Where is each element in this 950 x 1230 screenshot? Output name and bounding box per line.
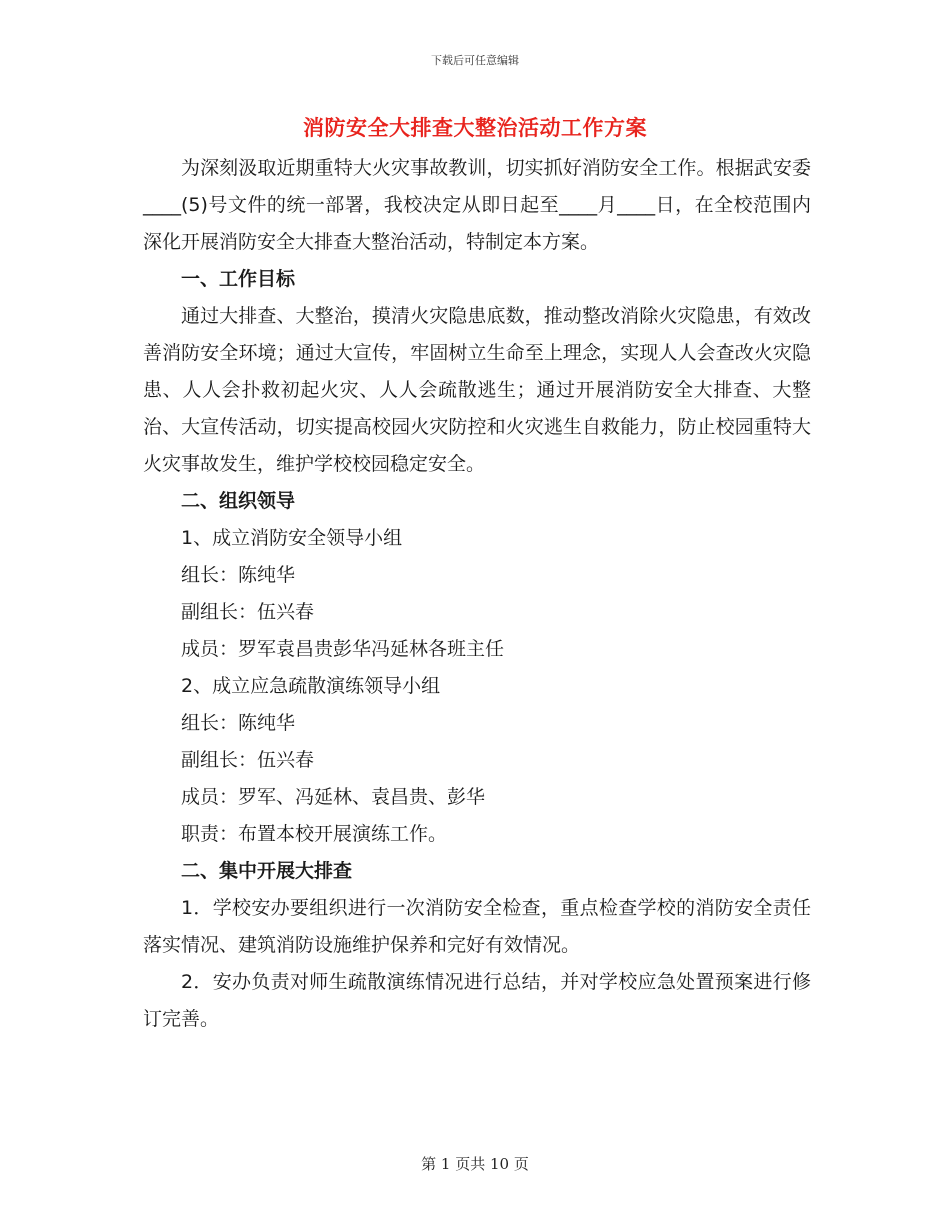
group1-members: 成员：罗军袁昌贵彭华冯延林各班主任 bbox=[181, 638, 505, 660]
inspection-item-2: 2．安办负责对师生疏散演练情况进行总结，并对学校应急处置预案进行修订完善。 bbox=[143, 971, 811, 1030]
section-heading-inspection: 二、集中开展大排查 bbox=[181, 860, 353, 882]
group1-deputy: 副组长：伍兴春 bbox=[181, 601, 315, 623]
document-body bbox=[143, 150, 811, 1038]
section-heading-organization: 二、组织领导 bbox=[181, 490, 296, 512]
group2-duty: 职责：布置本校开展演练工作。 bbox=[181, 823, 448, 845]
inspection-item-1: 1．学校安办要组织进行一次消防安全检查，重点检查学校的消防安全责任落实情况、建筑消防设施维护保养和完好有效情况。 bbox=[143, 897, 811, 956]
group2-leader: 组长：陈纯华 bbox=[181, 712, 296, 734]
group2-deputy: 副组长：伍兴春 bbox=[181, 749, 315, 771]
intro-paragraph: 为深刻汲取近期重特大火灾事故教训，切实抓好消防安全工作。根据武安委____(5)号文件的统一部署，我校决定从即日起至____月____日，在全校范围内深化开展消防安全大排查大整治活动，特制定本方案。 bbox=[143, 157, 811, 253]
group2-members: 成员：罗军、冯延林、袁昌贵、彭华 bbox=[181, 786, 486, 808]
document-title: 消防安全大排查大整治活动工作方案 bbox=[303, 116, 647, 140]
group2-title: 2、成立应急疏散演练领导小组 bbox=[181, 675, 441, 697]
header-note: 下载后可任意编辑 bbox=[431, 54, 519, 67]
page-number: 第 1 页共 10 页 bbox=[421, 1155, 529, 1173]
group1-leader: 组长：陈纯华 bbox=[181, 564, 296, 586]
group1-title: 1、成立消防安全领导小组 bbox=[181, 527, 403, 549]
goals-paragraph: 通过大排查、大整治，摸清火灾隐患底数，推动整改消除火灾隐患，有效改善消防安全环境；通过大宣传，牢固树立生命至上理念，实现人人会查改火灾隐患、人人会扑救初起火灾、人人会疏散逃生；通过开展消防安全大排查、大整治、大宣传活动，切实提高校园火灾防控和火灾逃生自救能力，防止校园重特大火灾事故发生，维护学校校园稳定安全。 bbox=[143, 305, 811, 475]
section-heading-goals: 一、工作目标 bbox=[181, 268, 296, 290]
